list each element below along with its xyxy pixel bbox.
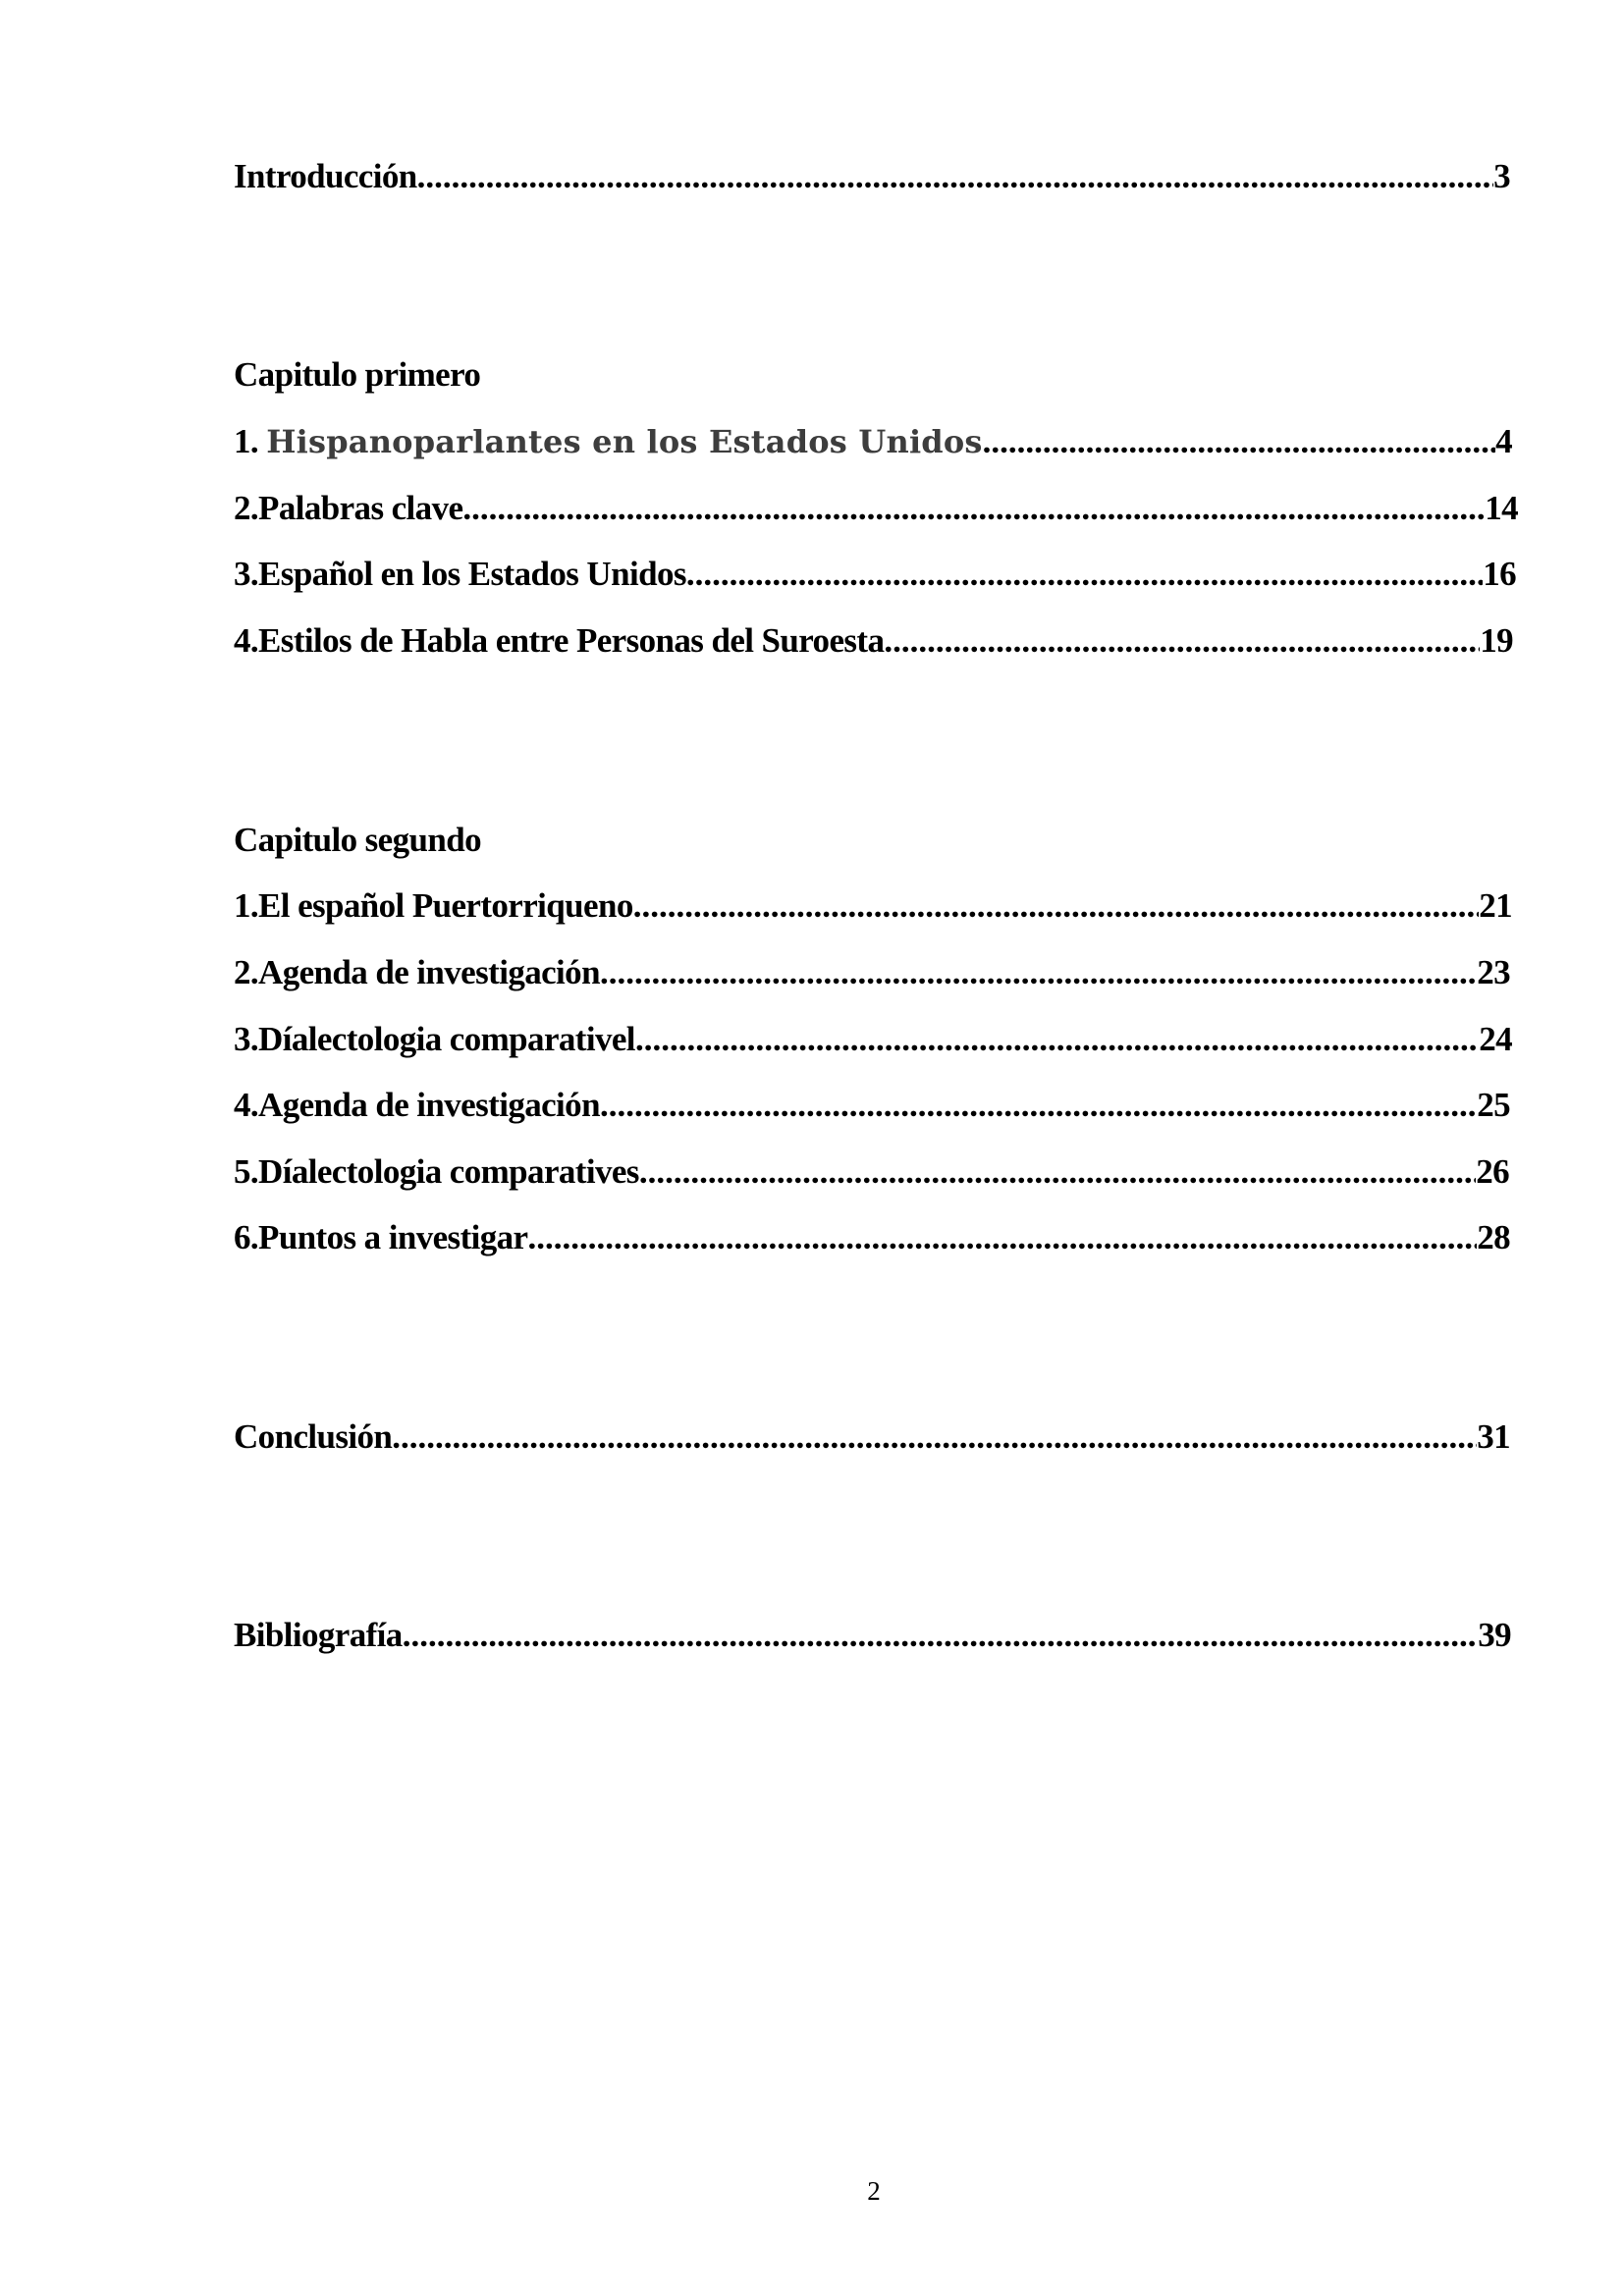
toc-entry-page: 24: [1479, 1020, 1512, 1058]
toc-leader-dots: [686, 553, 1483, 596]
toc-entry-label: Conclusión: [234, 1417, 393, 1456]
toc-entry-page: 4: [1495, 422, 1512, 460]
toc-entry-chapter2-item1: [234, 884, 1512, 928]
toc-entry-page: 16: [1483, 555, 1516, 593]
toc-entry-introduction: [234, 155, 1510, 198]
toc-entry-label: 2.Agenda de investigación: [234, 953, 600, 991]
toc-leader-dots: [884, 619, 1480, 663]
toc-entry-chapter2-item6: [234, 1216, 1510, 1259]
toc-entry-label: 6.Puntos a investigar: [234, 1218, 528, 1256]
toc-entry-page: 3: [1493, 157, 1510, 195]
toc-leader-dots: [528, 1216, 1478, 1259]
toc-entry-page: 19: [1480, 621, 1513, 660]
toc-entry-label: [234, 420, 983, 463]
toc-entry-page: 23: [1477, 953, 1510, 991]
toc-entry-conclusion: [234, 1415, 1510, 1459]
toc-entry-page: 39: [1478, 1616, 1511, 1654]
toc-entry-page: 31: [1477, 1417, 1510, 1456]
toc-entry-number: 1.: [234, 422, 267, 460]
toc-leader-dots: [635, 1018, 1479, 1061]
toc-entry-label: 2.Palabras clave: [234, 489, 463, 527]
toc-entry-page: 25: [1477, 1086, 1510, 1124]
toc-entry-page: 21: [1479, 886, 1512, 925]
toc-entry-label: 4.Estilos de Habla entre Personas del Suroesta: [234, 621, 885, 660]
toc-leader-dots: [403, 1614, 1478, 1657]
toc-entry-page: 28: [1477, 1218, 1510, 1256]
toc-leader-dots: [417, 155, 1493, 198]
toc-leader-dots: [392, 1415, 1477, 1459]
toc-entry-label: 3.Español en los Estados Unidos: [234, 555, 686, 593]
toc-entry-label: 1.El español Puertorriqueno: [234, 886, 633, 925]
toc-leader-dots: [983, 420, 1495, 463]
toc-leader-dots: [639, 1150, 1476, 1194]
toc-entry-chapter2-item4: [234, 1084, 1510, 1127]
toc-entry-chapter2-item5: [234, 1150, 1509, 1194]
toc-entry-chapter1-item2: [234, 487, 1518, 530]
toc-entry-label: Bibliografía: [234, 1616, 403, 1654]
toc-entry-chapter2-item3: [234, 1018, 1512, 1061]
toc-entry-page: 14: [1485, 489, 1518, 527]
toc-leader-dots: [633, 884, 1479, 928]
toc-entry-chapter1-item4: [234, 619, 1513, 663]
toc-entry-label: 5.Díalectologia comparatives: [234, 1152, 639, 1191]
chapter-1-heading: Capitulo primero: [234, 355, 481, 394]
toc-entry-label: 3.Díalectologia comparativel: [234, 1020, 635, 1058]
toc-entry-label: 4.Agenda de investigación: [234, 1086, 600, 1124]
toc-entry-page: 26: [1476, 1152, 1509, 1191]
toc-entry-title: Hispanoparlantes en los Estados Unidos: [266, 423, 983, 460]
toc-entry-label: Introducción: [234, 157, 417, 195]
toc-entry-chapter2-item2: [234, 951, 1510, 994]
chapter-2-heading: Capitulo segundo: [234, 821, 482, 859]
toc-leader-dots: [462, 487, 1485, 530]
toc-leader-dots: [600, 951, 1477, 994]
toc-entry-bibliography: [234, 1614, 1511, 1657]
page-number: 2: [867, 2176, 881, 2206]
toc-entry-chapter1-item1: [234, 420, 1512, 463]
toc-leader-dots: [600, 1084, 1477, 1127]
toc-entry-chapter1-item3: [234, 553, 1516, 596]
